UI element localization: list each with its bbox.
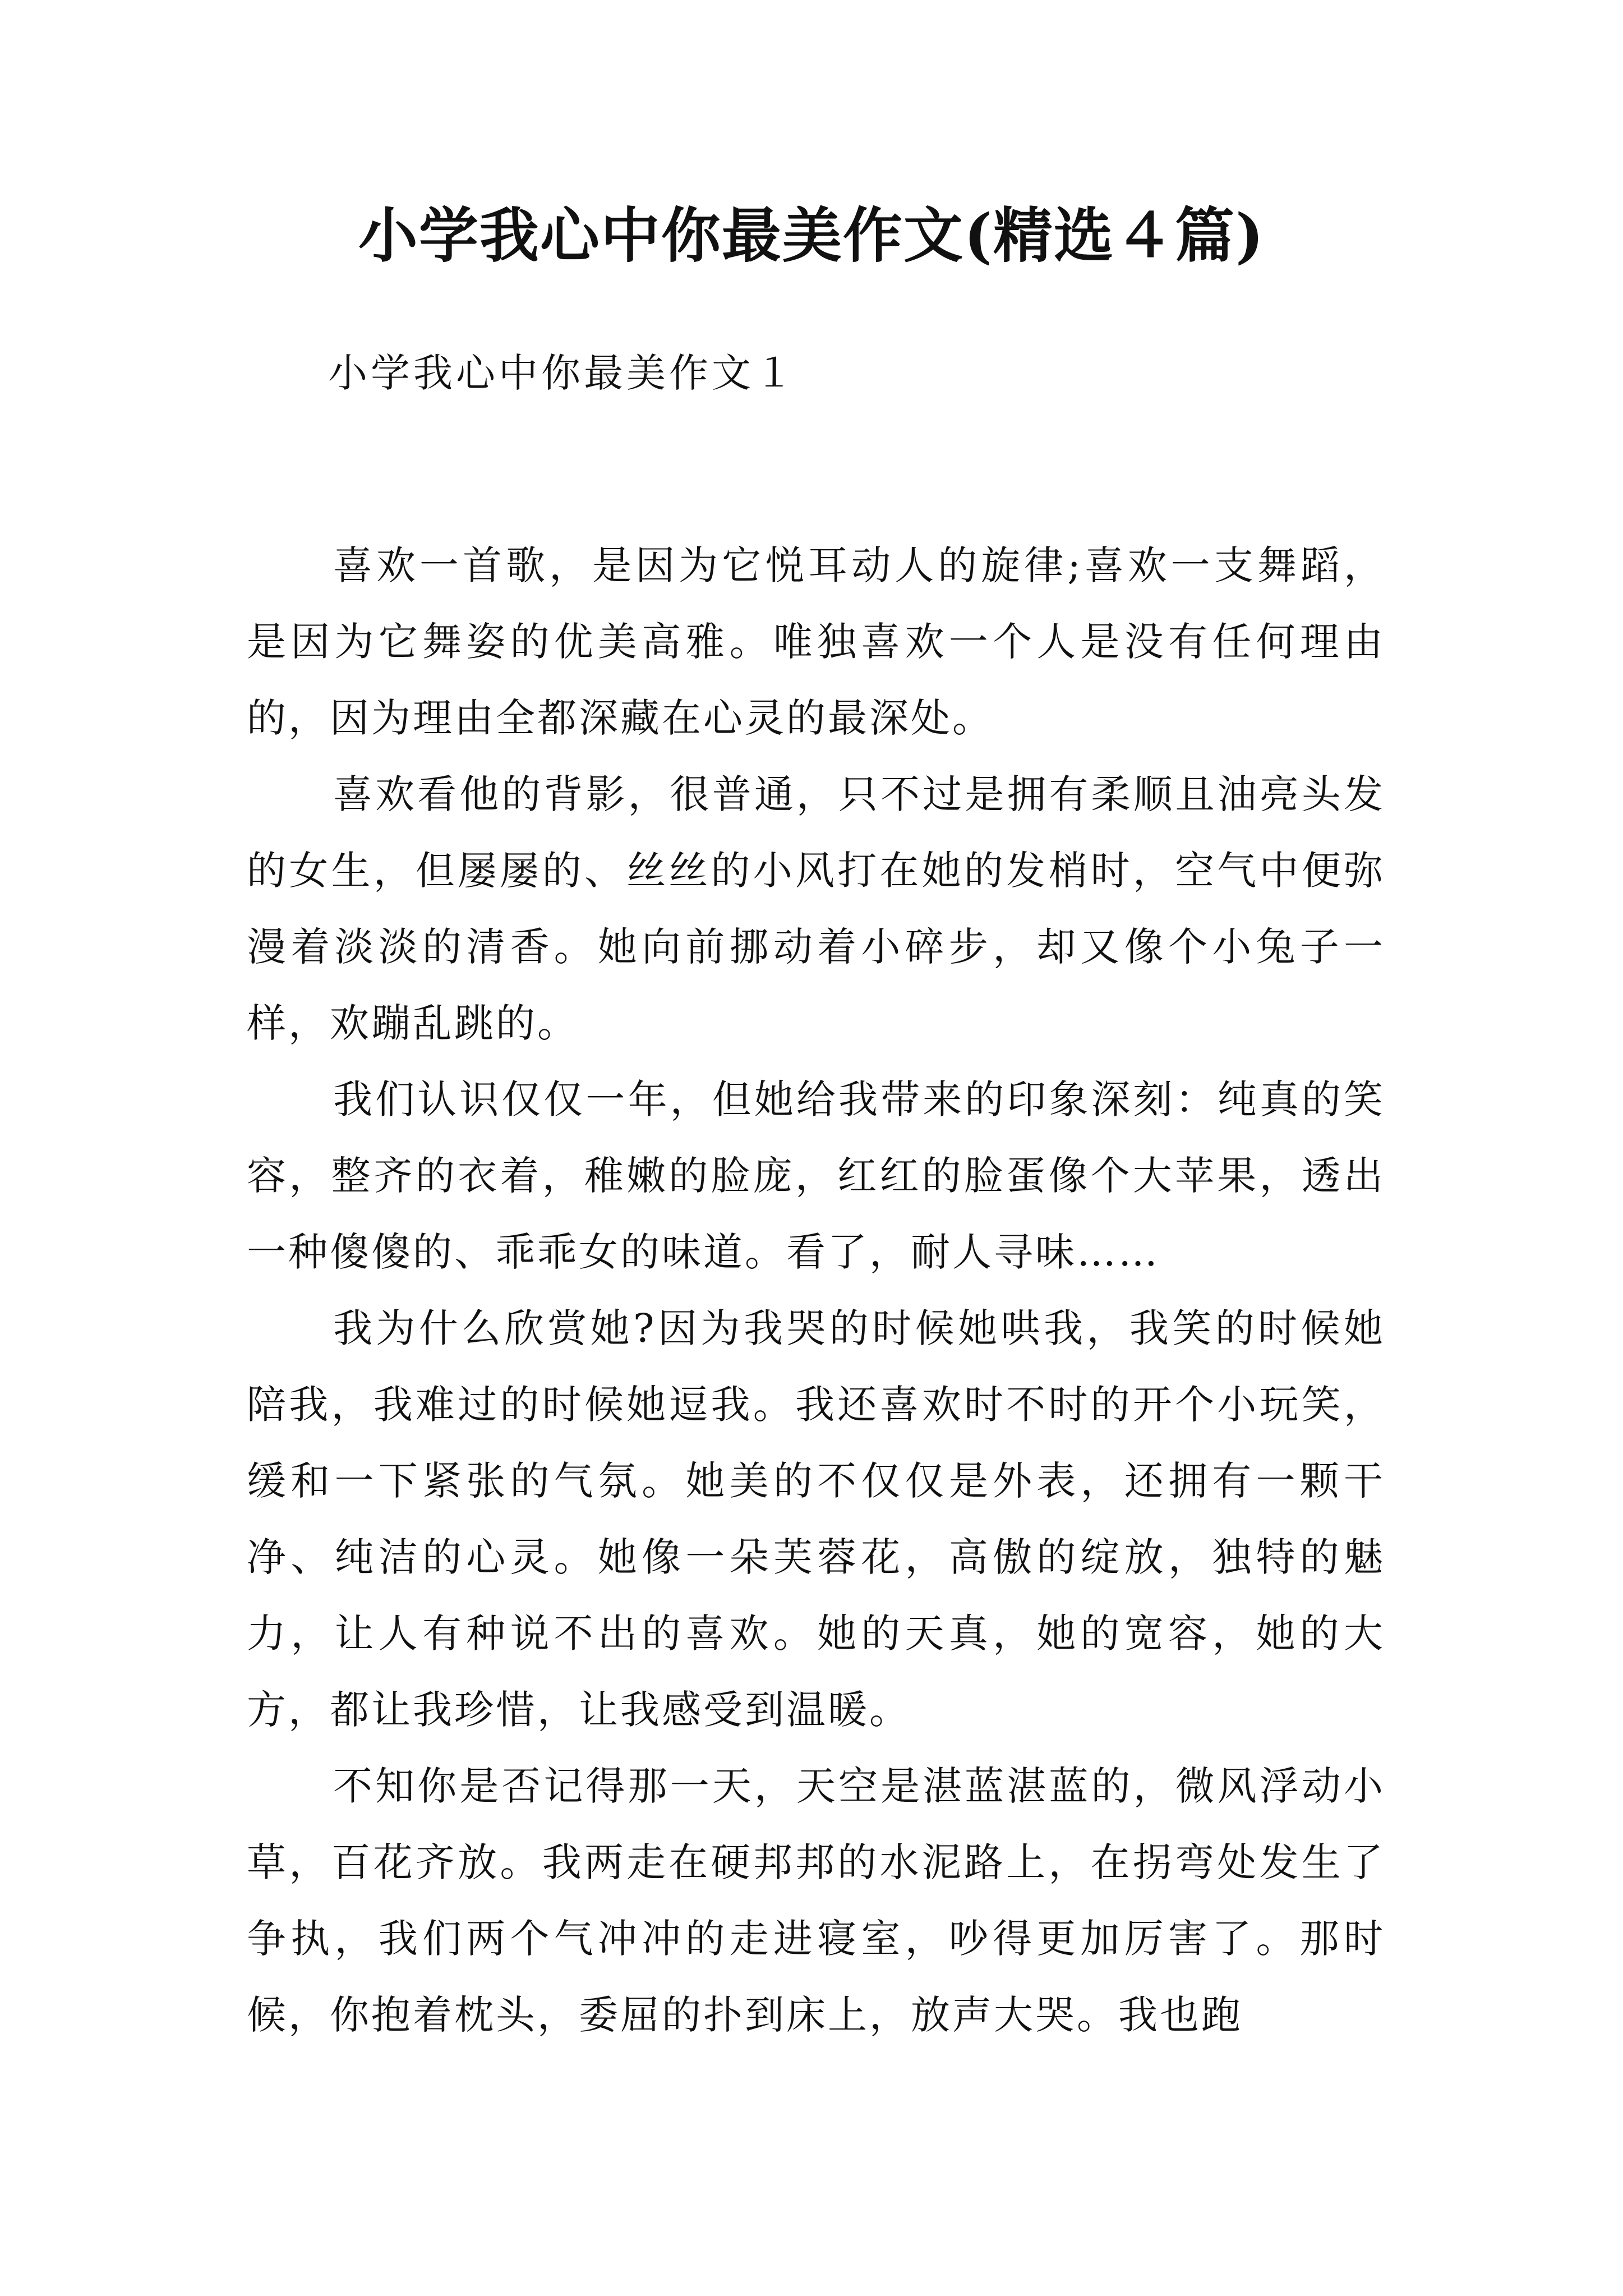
paragraph: 喜欢一首歌，是因为它悦耳动人的旋律;喜欢一支舞蹈，是因为它舞姿的优美高雅。唯独喜欢一个人是没有任何理由的，因为理由全都深藏在心灵的最深处。 [247, 542, 1385, 741]
paragraph: 我们认识仅仅一年，但她给我带来的印象深刻：纯真的笑容，整齐的衣着，稚嫩的脸庞，红红的脸蛋像个大苹果，透出一种傻傻的、乖乖女的味道。看了，耐人寻味…… [247, 1076, 1385, 1275]
paragraph: 我为什么欣赏她?因为我哭的时候她哄我，我笑的时候她陪我，我难过的时候她逗我。我还喜欢时不时的开个小玩笑，缓和一下紧张的气氛。她美的不仅仅是外表，还拥有一颗干净、纯洁的心灵。她像一朵芙蓉花，高傲的绽放，独特的魅力，让人有种说不出的喜欢。她的天真，她的宽容，她的大方，都让我珍惜，让我感受到温暖。 [247, 1305, 1385, 1733]
document-title: 小学我心中你最美作文(精选４篇) [358, 200, 1265, 270]
paragraph: 不知你是否记得那一天，天空是湛蓝湛蓝的，微风浮动小草，百花齐放。我两走在硬邦邦的水泥路上，在拐弯处发生了争执，我们两个气冲冲的走进寝室，吵得更加厉害了。那时候，你抱着枕头，委屈的扑到床上，放声大哭。我也跑 [247, 1763, 1385, 2038]
article-body [247, 527, 1385, 2053]
paragraph: 喜欢看他的背影，很普通，只不过是拥有柔顺且油亮头发的女生，但屡屡的、丝丝的小风打在她的发梢时，空气中便弥漫着淡淡的清香。她向前挪动着小碎步，却又像个小兔子一样，欢蹦乱跳的。 [247, 771, 1385, 1046]
section-heading: 小学我心中你最美作文１ [328, 350, 797, 396]
